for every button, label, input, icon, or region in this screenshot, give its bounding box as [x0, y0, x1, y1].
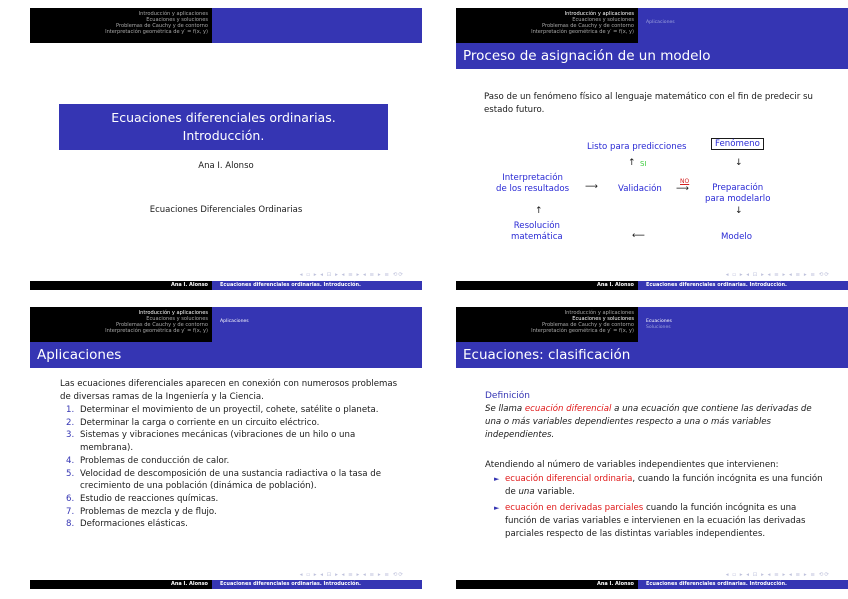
- node-preparacion: [705, 183, 770, 204]
- label-no: NO: [680, 178, 690, 185]
- section-link[interactable]: Introducción y aplicaciones: [138, 11, 208, 17]
- author: Ana I. Alonso: [198, 161, 254, 171]
- item-text: Sistemas y vibraciones mecánicas (vibraciones de un hilo o una membrana).: [80, 430, 356, 454]
- node-validacion: Validación: [618, 184, 662, 194]
- section-link[interactable]: Problemas de Cauchy y de contorno: [115, 23, 208, 29]
- subsection-link[interactable]: Ecuaciones: [646, 319, 672, 324]
- frame-title: Proceso de asignación de un modelo: [456, 43, 848, 69]
- item-number: 6.: [66, 493, 75, 504]
- section-link[interactable]: Introducción y aplicaciones: [564, 11, 634, 17]
- footer-title: Ecuaciones diferenciales ordinarias. Introducción.: [212, 580, 422, 589]
- footer-title: Ecuaciones diferenciales ordinarias. Introducción.: [212, 281, 422, 290]
- node-line: matemática: [511, 231, 563, 242]
- slide-aplicaciones: [30, 307, 422, 589]
- item-number: 8.: [66, 519, 75, 530]
- nav-header: [30, 307, 422, 342]
- item-text: variable.: [534, 486, 575, 497]
- subsection-link[interactable]: Aplicaciones: [646, 20, 675, 25]
- frame-title: Aplicaciones: [30, 342, 422, 368]
- list-item: [66, 468, 406, 493]
- arrow-left-icon: ⟵: [632, 231, 645, 241]
- list-item: [66, 455, 406, 468]
- section-nav: [30, 307, 212, 342]
- item-text: Velocidad de descomposición de una sustancia radiactiva o la tasa de crecimiento de una población (dinámica de población).: [80, 468, 381, 492]
- arrow-right-icon: ⟶: [585, 182, 598, 192]
- intro-text: Atendiendo al número de variables independientes que intervienen:: [485, 460, 779, 470]
- section-link[interactable]: Problemas de Cauchy y de contorno: [541, 23, 634, 29]
- list-item: [66, 404, 406, 417]
- section-link[interactable]: Introducción y aplicaciones: [564, 310, 634, 316]
- title-box: [59, 104, 388, 150]
- def-text: Se llama: [485, 404, 525, 414]
- node-resolucion: [511, 221, 563, 242]
- item-text: cuando la función incógnita es una función de varias variables e intervienen en la ecuación las derivadas parciales respecto de las distintas variables independientes.: [505, 503, 806, 539]
- section-link[interactable]: Ecuaciones y soluciones: [572, 316, 634, 322]
- slide-modelo: [456, 8, 848, 290]
- footer-title: Ecuaciones diferenciales ordinarias. Introducción.: [638, 580, 848, 589]
- footer-author: Ana I. Alonso: [456, 580, 638, 589]
- footer-title: Ecuaciones diferenciales ordinarias. Introducción.: [638, 281, 848, 290]
- subsection-nav: [638, 8, 848, 43]
- list-item: [66, 493, 406, 506]
- applications-list: [66, 404, 406, 531]
- section-link[interactable]: Problemas de Cauchy y de contorno: [115, 322, 208, 328]
- bullet-icon: ►: [494, 475, 500, 483]
- def-term: ecuación diferencial: [524, 404, 612, 414]
- intro-text: Paso de un fenómeno físico al lenguaje matemático con el fin de predecir su estado futuro.: [484, 92, 813, 115]
- item-text: Estudio de reacciones químicas.: [80, 493, 219, 504]
- label-si: SI: [640, 160, 647, 168]
- section-link[interactable]: Introducción y aplicaciones: [138, 310, 208, 316]
- slide-clasificacion: [456, 307, 848, 589]
- title-line: Introducción.: [182, 128, 265, 143]
- subsection-nav: [212, 307, 422, 342]
- node-interpretacion: [496, 173, 569, 194]
- bullet-icon: ►: [494, 504, 500, 513]
- section-link[interactable]: Interpretación geométrica de y′ = f(x, y): [531, 328, 634, 334]
- arrow-up-icon: ↑: [535, 206, 543, 216]
- section-link[interactable]: Interpretación geométrica de y′ = f(x, y): [105, 29, 208, 35]
- beamer-nav-symbols[interactable]: ◂ ▫ ▸ ◂ ⊡ ▸ ◂ ≡ ▸ ◂ ≡ ▸ ≡ ⟲⟳: [299, 272, 404, 278]
- footer-author: Ana I. Alonso: [30, 580, 212, 589]
- section-link[interactable]: Ecuaciones y soluciones: [146, 17, 208, 23]
- subsection-nav: [212, 8, 422, 43]
- nav-header: [456, 307, 848, 342]
- arrow-up-icon: ↑: [628, 158, 636, 168]
- section-link[interactable]: Interpretación geométrica de y′ = f(x, y): [531, 29, 634, 35]
- item-text: Determinar la carga o corriente en un circuito eléctrico.: [80, 417, 320, 428]
- item-number: 3.: [66, 430, 75, 441]
- subsection-nav: [638, 307, 848, 342]
- subsection-link[interactable]: Soluciones: [646, 325, 671, 330]
- title-line: Ecuaciones diferenciales ordinarias.: [111, 110, 336, 125]
- intro-text: Las ecuaciones diferenciales aparecen en conexión con numerosos problemas de diversas ramas de la Ingeniería y la Ciencia.: [60, 379, 398, 402]
- beamer-nav-symbols[interactable]: ◂ ▫ ▸ ◂ ⊡ ▸ ◂ ≡ ▸ ◂ ≡ ▸ ≡ ⟲⟳: [299, 572, 404, 578]
- item-text: Problemas de conducción de calor.: [80, 455, 230, 466]
- item-text: Determinar el movimiento de un proyectil, cohete, satélite o planeta.: [80, 405, 379, 415]
- item-emphasis: una: [518, 486, 535, 497]
- arrow-down-icon: ↓: [735, 206, 743, 216]
- node-modelo: Modelo: [721, 232, 753, 242]
- item-number: 1.: [66, 405, 75, 415]
- list-item: [485, 502, 825, 540]
- institute: Ecuaciones Diferenciales Ordinarias: [149, 205, 303, 215]
- item-text: Problemas de mezcla y de flujo.: [80, 506, 217, 517]
- beamer-nav-symbols[interactable]: ◂ ▫ ▸ ◂ ⊡ ▸ ◂ ≡ ▸ ◂ ≡ ▸ ≡ ⟲⟳: [725, 572, 830, 578]
- list-item: [66, 417, 406, 430]
- subsection-link[interactable]: Aplicaciones: [220, 319, 249, 324]
- item-number: 7.: [66, 506, 75, 517]
- definition-title: Definición: [485, 391, 530, 401]
- footer-author: Ana I. Alonso: [456, 281, 638, 290]
- node-fenomeno: Fenómeno: [711, 138, 764, 150]
- frame-title: Ecuaciones: clasificación: [456, 342, 848, 368]
- list-item: [66, 518, 406, 531]
- section-link[interactable]: Ecuaciones y soluciones: [572, 17, 634, 23]
- term: ecuación diferencial ordinaria: [505, 474, 633, 484]
- section-link[interactable]: Interpretación geométrica de y′ = f(x, y): [105, 328, 208, 334]
- section-nav: [30, 8, 212, 43]
- classification-list: [485, 473, 825, 545]
- node-line: Resolución: [513, 221, 560, 231]
- section-nav: [456, 8, 638, 43]
- footer: [456, 281, 848, 290]
- arrow-right-icon: ⟶: [676, 184, 689, 194]
- node-listo: Listo para predicciones: [587, 142, 687, 152]
- section-link[interactable]: Problemas de Cauchy y de contorno: [541, 322, 634, 328]
- section-link[interactable]: Ecuaciones y soluciones: [146, 316, 208, 322]
- nav-header: [30, 8, 422, 43]
- item-text: Deformaciones elásticas.: [80, 519, 188, 530]
- list-item: [485, 473, 825, 498]
- node-line: Interpretación: [502, 173, 563, 183]
- footer: [30, 580, 422, 589]
- item-number: 2.: [66, 417, 75, 428]
- list-item: [66, 506, 406, 519]
- beamer-nav-symbols[interactable]: ◂ ▫ ▸ ◂ ⊡ ▸ ◂ ≡ ▸ ◂ ≡ ▸ ≡ ⟲⟳: [725, 272, 830, 278]
- list-item: [66, 429, 406, 454]
- nav-header: [456, 8, 848, 43]
- item-number: 4.: [66, 455, 75, 466]
- node-line: de los resultados: [496, 183, 570, 194]
- footer-author: Ana I. Alonso: [30, 281, 212, 290]
- def-text: a una ecuación que contiene las derivadas de una o más variables dependientes respecto a una o más variables independientes.: [485, 404, 812, 440]
- term: ecuación en derivadas parciales: [505, 503, 644, 514]
- item-number: 5.: [66, 468, 75, 479]
- definition-body: [485, 403, 821, 442]
- footer: [456, 580, 848, 589]
- section-nav: [456, 307, 638, 342]
- node-line: Preparación: [712, 183, 764, 193]
- footer: [30, 281, 422, 290]
- arrow-down-icon: ↓: [735, 158, 743, 168]
- item-text: , cuando la función incógnita es una función de: [505, 474, 823, 497]
- node-line: para modelarlo: [705, 193, 771, 204]
- slide-title: [30, 8, 422, 290]
